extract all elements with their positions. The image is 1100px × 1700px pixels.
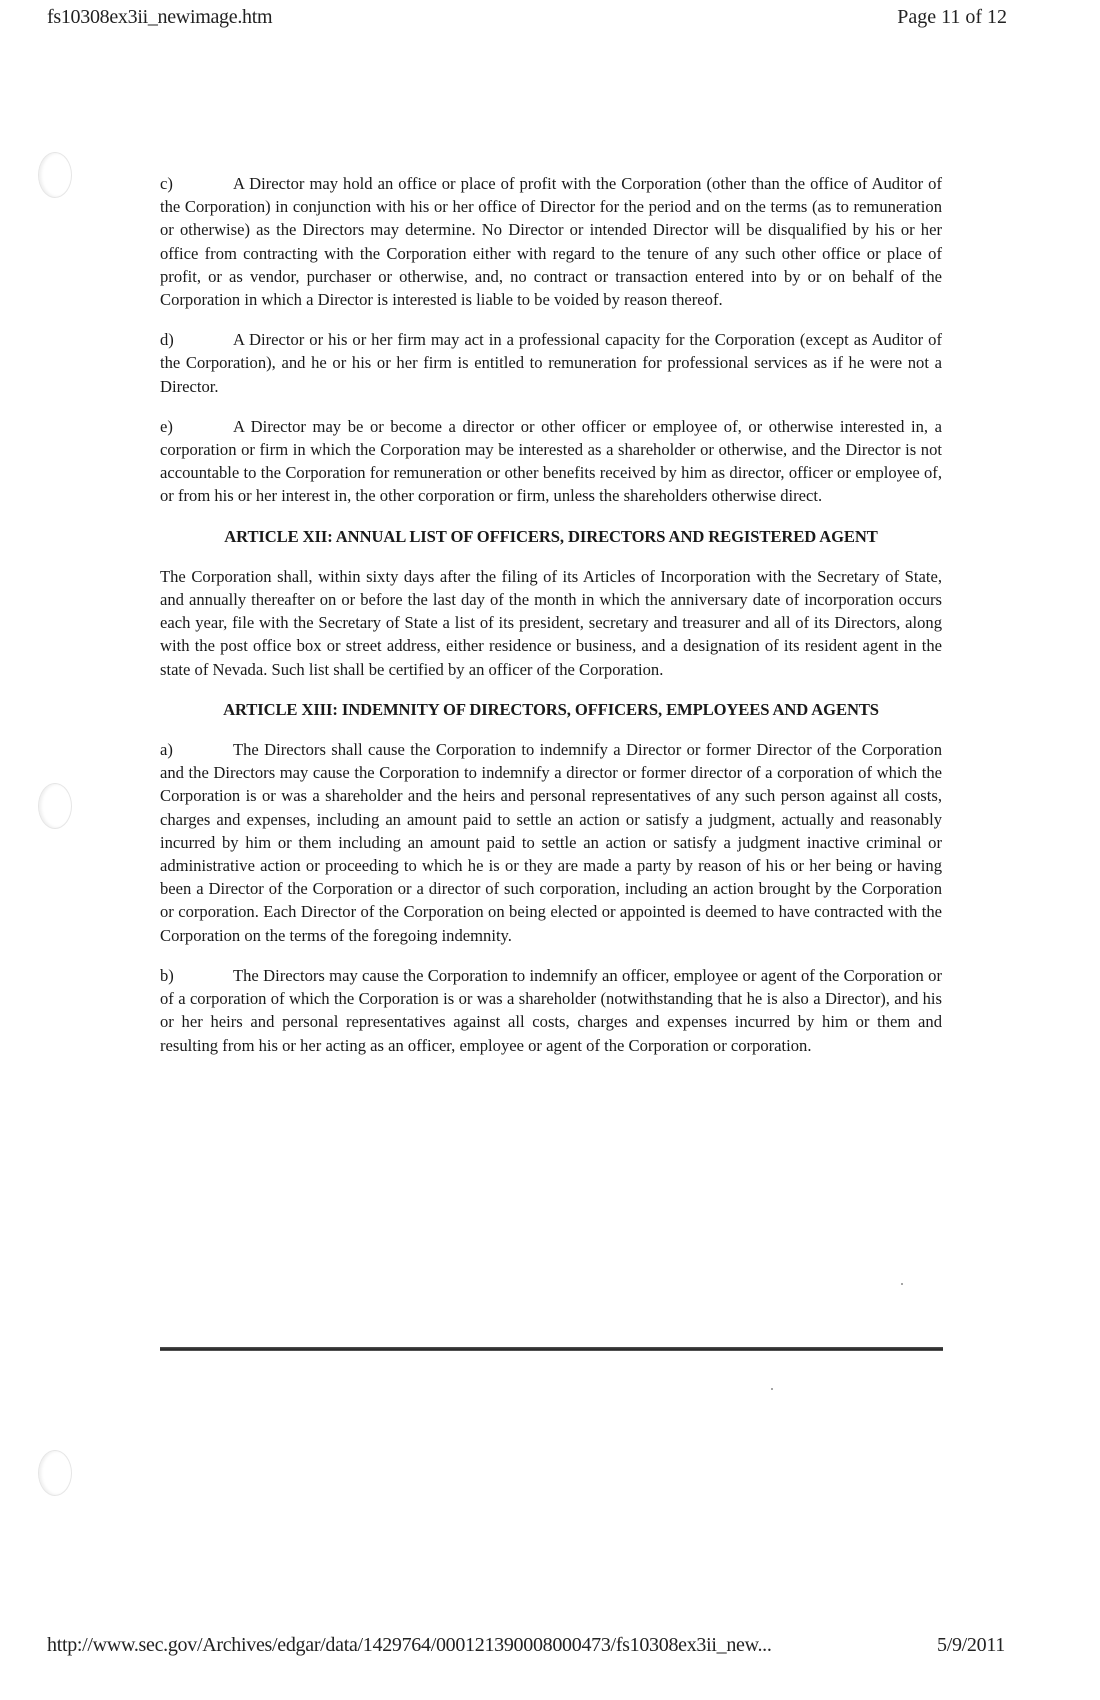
horizontal-rule <box>160 1347 943 1351</box>
article-xii-heading: ARTICLE XII: ANNUAL LIST OF OFFICERS, DIRECTORS AND REGISTERED AGENT <box>224 526 878 546</box>
paragraph-c <box>160 172 942 311</box>
scan-speck <box>771 1388 773 1390</box>
paragraph-label: e) <box>160 416 173 436</box>
paragraph-label: b) <box>160 965 174 985</box>
footer-date: 5/9/2011 <box>937 1634 1005 1656</box>
paragraph-label: a) <box>160 740 173 760</box>
paragraph-text: A Director or his or her firm may act in a professional capacity for the Corporation (except as Auditor of the Corporation), and he or his or her firm is entitled to remuneration for professional services as if he were not a Director. <box>160 330 942 396</box>
paragraph-text: A Director may be or become a director or other officer or employee of, or otherwise interested in, a corporation or firm in which the Corporation may be interested as a shareholder or otherwise, and the Director is not accountable to the Corporation for remuneration or other benefits received by him as director, officer or employee of, or from his or her interest in, the other corporation or firm, unless the shareholders otherwise direct. <box>160 416 942 506</box>
article-xii-paragraph: The Corporation shall, within sixty days after the filing of its Articles of Incorporation with the Secretary of State, and annually thereafter on or before the last day of the month in which the anniversary date of incorporation occurs each year, file with the Secretary of State a list of its president, secretary and treasurer and all of its Directors, along with the post office box or street address, either residence or business, and a designation of its resident agent in the state of Nevada. Such list shall be certified by an officer of the Corporation. <box>160 566 942 679</box>
paragraph-b <box>160 964 942 1057</box>
paragraph-text: A Director may hold an office or place of profit with the Corporation (other than the office of Auditor of the Corporation) in conjunction with his or her office of Director for the period and on the terms (as to remuneration or otherwise) as the Directors may determine. No Director or intended Director will be disqualified by his or her office from contracting with the Corporation either with regard to the tenure of any such other office or place of profit, or as vendor, purchaser or otherwise, and, no contract or transaction entered into by or on behalf of the Corporation in which a Director is interested is liable to be voided by reason thereof. <box>160 174 942 310</box>
paragraph-e <box>160 415 942 508</box>
article-xiii-heading: ARTICLE XIII: INDEMNITY OF DIRECTORS, OFFICERS, EMPLOYEES AND AGENTS <box>223 699 879 719</box>
header-filename: fs10308ex3ii_newimage.htm <box>47 6 273 28</box>
document-body <box>160 172 942 1074</box>
page-footer <box>47 1634 1005 1657</box>
footer-url: http://www.sec.gov/Archives/edgar/data/1429764/000121390008000473/fs10308ex3ii_new... <box>47 1634 772 1656</box>
scan-speck <box>901 1283 903 1285</box>
page-indicator: Page 11 of 12 <box>897 6 1007 28</box>
paragraph-label: c) <box>160 174 173 193</box>
punch-hole-middle <box>38 783 72 829</box>
paragraph-text: The Directors may cause the Corporation to indemnify an officer, employee or agent of the Corporation or of a corporation of which the Corporation is or was a shareholder (notwithstanding that he is also a Director), and his or her heirs and personal representatives against all costs, charges and expenses incurred by him or them and resulting from his or her acting as an officer, employee or agent of the Corporation or corporation. <box>160 965 942 1055</box>
punch-hole-bottom <box>38 1450 72 1496</box>
paragraph-a <box>160 738 942 947</box>
paragraph-d <box>160 328 942 398</box>
paragraph-label: d) <box>160 330 174 350</box>
paragraph-text: The Directors shall cause the Corporation to indemnify a Director or former Director of the Corporation and the Directors may cause the Corporation to indemnify a director or former director of a corporation of which the Corporation is or was a shareholder and the heirs and personal representatives of any such person against all costs, charges and expenses, including an amount paid to settle an action or satisfy a judgment, actually and reasonably incurred by him or them including an amount paid to settle an action or satisfy a judgment inactive criminal or administrative action or proceeding to which he is or they are made a party by reason of his or her being or having been a Director of the Corporation or a director of such corporation, including an action brought by the Corporation or corporation. Each Director of the Corporation on being elected or appointed is deemed to have contracted with the Corporation on the terms of the foregoing indemnity. <box>160 740 942 945</box>
punch-hole-top <box>38 152 72 198</box>
